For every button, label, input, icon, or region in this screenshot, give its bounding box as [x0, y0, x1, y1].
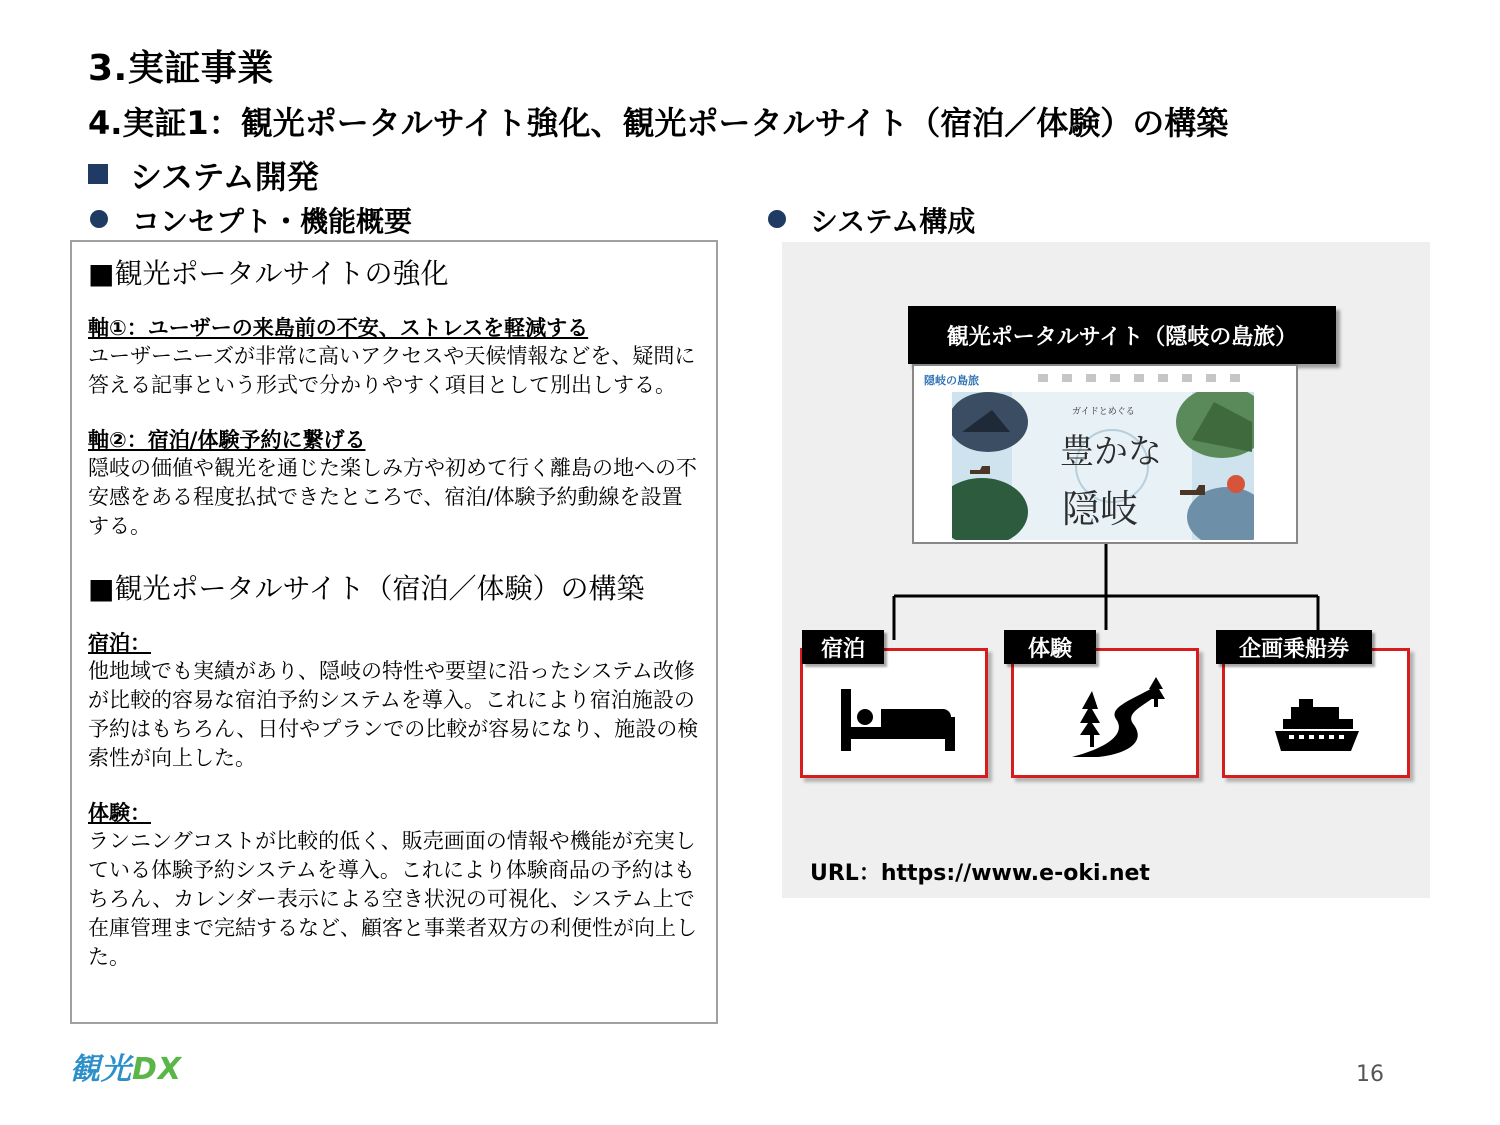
lodging-label: 宿泊 [802, 630, 884, 664]
experience-box [1011, 648, 1199, 778]
site-logo: 隠岐の島旅 [924, 374, 979, 387]
hero-title-1: 豊かな [1060, 432, 1162, 472]
nav-items [1038, 374, 1240, 382]
logo-main: 観光 [70, 1052, 132, 1087]
lodging-title: 宿泊： [88, 631, 151, 655]
portal-enhance-heading: ■観光ポータルサイトの強化 [88, 257, 449, 290]
hero-title-2: 隠岐 [1062, 487, 1139, 531]
ship-ticket-label: 企画乗船券 [1216, 630, 1372, 664]
heading-text: システム開発 [130, 158, 319, 196]
portal-screenshot [912, 364, 1298, 544]
kanko-dx-logo [70, 1044, 182, 1088]
experience-body: ランニングコストが比較的低く、販売画面の情報や機能が充実している体験予約システムを導入。これにより体験商品の予約はもちろん、カレンダー表示による空き状況の可視化、システム上で在庫管理まで完結するなど、顧客と事業者双方の利便性が向上した。 [88, 829, 697, 969]
ship-icon [1225, 651, 1407, 775]
system-bullet-text: システム構成 [810, 205, 976, 238]
bed-icon [803, 651, 985, 775]
portal-site-label: 観光ポータルサイト（隠岐の島旅） [908, 306, 1336, 364]
axis1-body: ユーザーニーズが非常に高いアクセスや天候情報などを、疑問に答える記事という形式で分かりやすく項目として別出しする。 [88, 344, 696, 397]
ship-ticket-box [1222, 648, 1410, 778]
page-subtitle: 4.実証1：観光ポータルサイト強化、観光ポータルサイト（宿泊／体験）の構築 [88, 104, 1229, 142]
axis2-title: 軸②：宿泊/体験予約に繋げる [88, 428, 366, 452]
lodging-box [800, 648, 988, 778]
logo-dx: DX [132, 1052, 183, 1087]
portal-nav [920, 370, 1290, 388]
concept-bullet-text: コンセプト・機能概要 [132, 205, 413, 238]
section-title: 3.実証事業 [88, 48, 274, 89]
road-trees-icon [1014, 651, 1196, 775]
hero-catchphrase: ガイドとめぐる [1072, 407, 1135, 417]
experience-title: 体験： [88, 801, 151, 825]
lodging-body: 他地域でも実績があり、隠岐の特性や要望に沿ったシステム改修が比較的容易な宿泊予約システムを導入。これにより宿泊施設の予約はもちろん、日付やプランでの比較が容易になり、施設の検索性が向上した。 [88, 659, 699, 770]
hero-image [952, 392, 1254, 540]
experience-label: 体験 [1004, 630, 1096, 664]
page-number: 16 [1356, 1062, 1384, 1087]
portal-build-heading: ■観光ポータルサイト（宿泊／体験）の構築 [88, 572, 645, 605]
axis2-body: 隠岐の価値や観光を通じた楽しみ方や初めて行く離島の地への不安感をある程度払拭できたところで、宿泊/体験予約動線を設置する。 [88, 456, 697, 538]
axis1-title: 軸①：ユーザーの来島前の不安、ストレスを軽減する [88, 316, 589, 340]
site-url: URL：https://www.e-oki.net [810, 861, 1150, 886]
